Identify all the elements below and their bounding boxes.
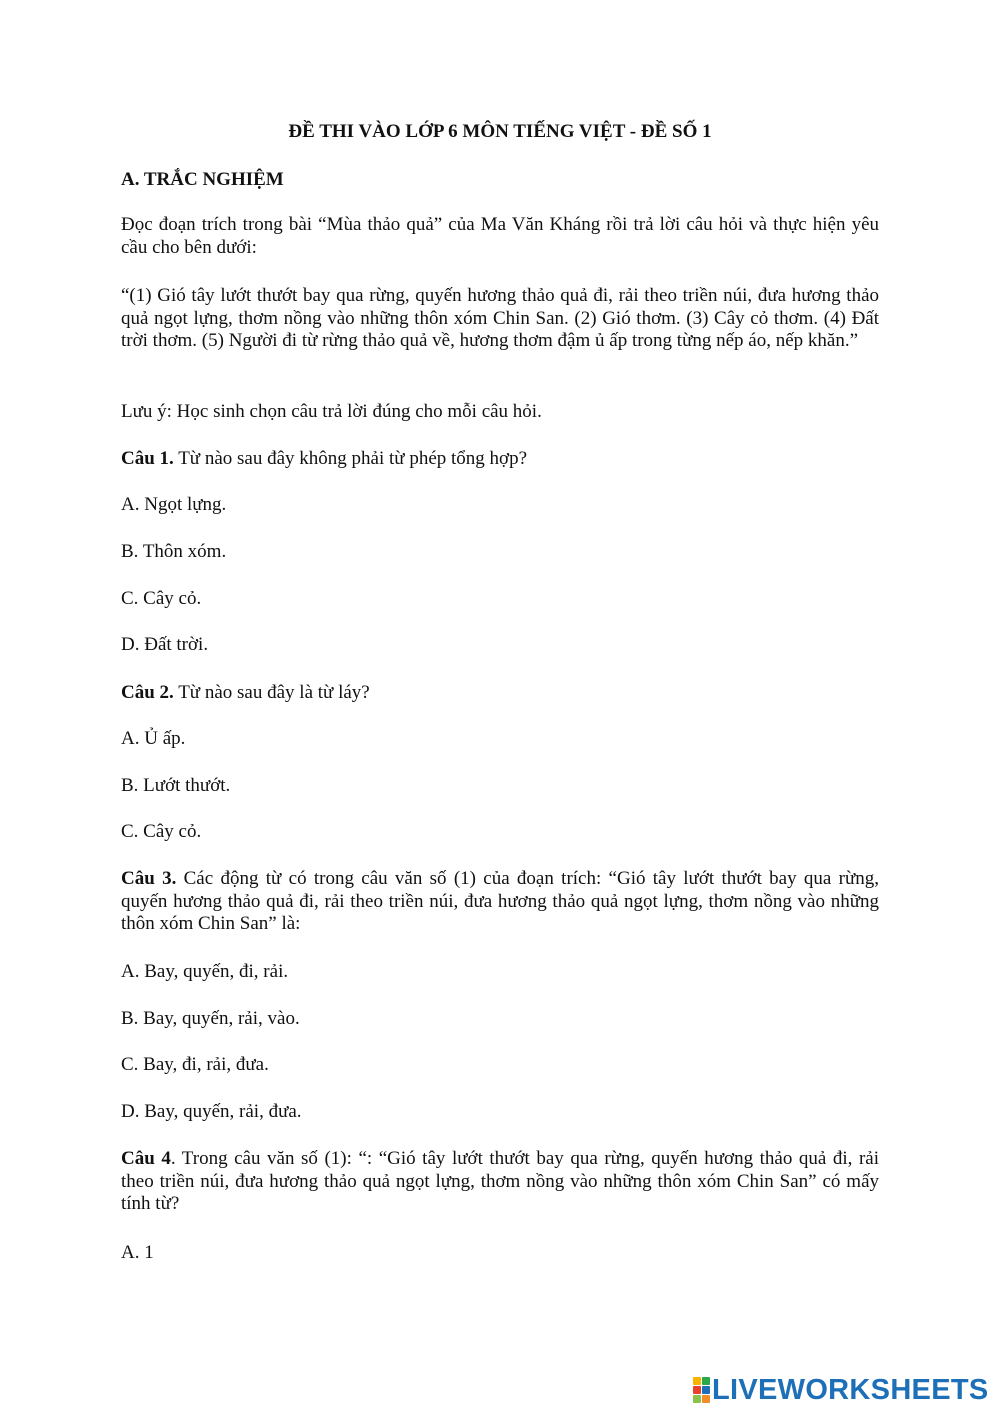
question-1 [121, 448, 879, 470]
q1-option-d: D. Đất trời. [121, 634, 209, 655]
instruction-paragraph: Đọc đoạn trích trong bài “Mùa thảo quả” của Ma Văn Kháng rồi trả lời câu hỏi và thực hiện yêu cầu cho bên dưới: [121, 214, 879, 258]
question-label: Câu 3. [121, 868, 177, 889]
q2-option-c: C. Cây cỏ. [121, 821, 202, 842]
question-text: . Trong câu văn số (1): “: “Gió tây lướt thướt bay qua rừng, quyến hương thảo quả đi, rải theo triền núi, đưa hương thảo quả ngọt lựng, thơm nồng vào những thôn xóm Chin San” có mấy tính từ? [121, 1148, 879, 1214]
q2-option-b: B. Lướt thướt. [121, 775, 231, 796]
question-3 [121, 868, 879, 936]
question-2 [121, 682, 879, 704]
question-label: Câu 4 [121, 1148, 171, 1169]
question-label: Câu 1. [121, 448, 174, 469]
q1-option-c: C. Cây cỏ. [121, 588, 202, 609]
q1-option-b: B. Thôn xóm. [121, 541, 227, 562]
exam-title: ĐỀ THI VÀO LỚP 6 MÔN TIẾNG VIỆT - ĐỀ SỐ 1 [288, 121, 712, 142]
liveworksheets-wordmark: LIVEWORKSHEETS [712, 1373, 989, 1406]
question-text: Các động từ có trong câu văn số (1) của đoạn trích: “Gió tây lướt thướt bay qua rừng, quyến hương thảo quả đi, rải theo triền núi, đưa hương thảo quả ngọt lựng, thơm nồng vào những thôn xóm Chin San” là: [121, 868, 880, 934]
q1-option-a: A. Ngọt lựng. [121, 494, 227, 515]
q3-option-d: D. Bay, quyến, rải, đưa. [121, 1101, 302, 1122]
q4-option-a: A. 1 [121, 1242, 154, 1263]
q2-option-a: A. Ủ ấp. [121, 728, 186, 749]
liveworksheets-logo [693, 1373, 989, 1407]
question-4 [121, 1148, 879, 1216]
question-text: Từ nào sau đây không phải từ phép tổng hợp? [173, 448, 528, 469]
note-text: Lưu ý: Học sinh chọn câu trả lời đúng cho mỗi câu hỏi. [121, 401, 542, 422]
question-label: Câu 2. [121, 682, 174, 703]
q3-option-b: B. Bay, quyến, rải, vào. [121, 1008, 300, 1029]
passage-excerpt: “(1) Gió tây lướt thướt bay qua rừng, quyến hương thảo quả đi, rải theo triền núi, đưa hương thảo quả ngọt lựng, thơm nồng vào những thôn xóm Chin San. (2) Gió thơm. (3) Cây cỏ thơm. (4) Đất trời thơm. (5) Người đi từ rừng thảo quả về, hương thơm đậm ủ ấp trong từng nếp áo, nếp khăn.” [121, 285, 879, 351]
section-heading: A. TRẮC NGHIỆM [121, 169, 284, 190]
liveworksheets-logo-icon [693, 1377, 709, 1403]
q3-option-c: C. Bay, đi, rải, đưa. [121, 1054, 269, 1075]
q3-option-a: A. Bay, quyến, đi, rải. [121, 961, 289, 982]
question-text: Từ nào sau đây là từ láy? [173, 682, 370, 703]
